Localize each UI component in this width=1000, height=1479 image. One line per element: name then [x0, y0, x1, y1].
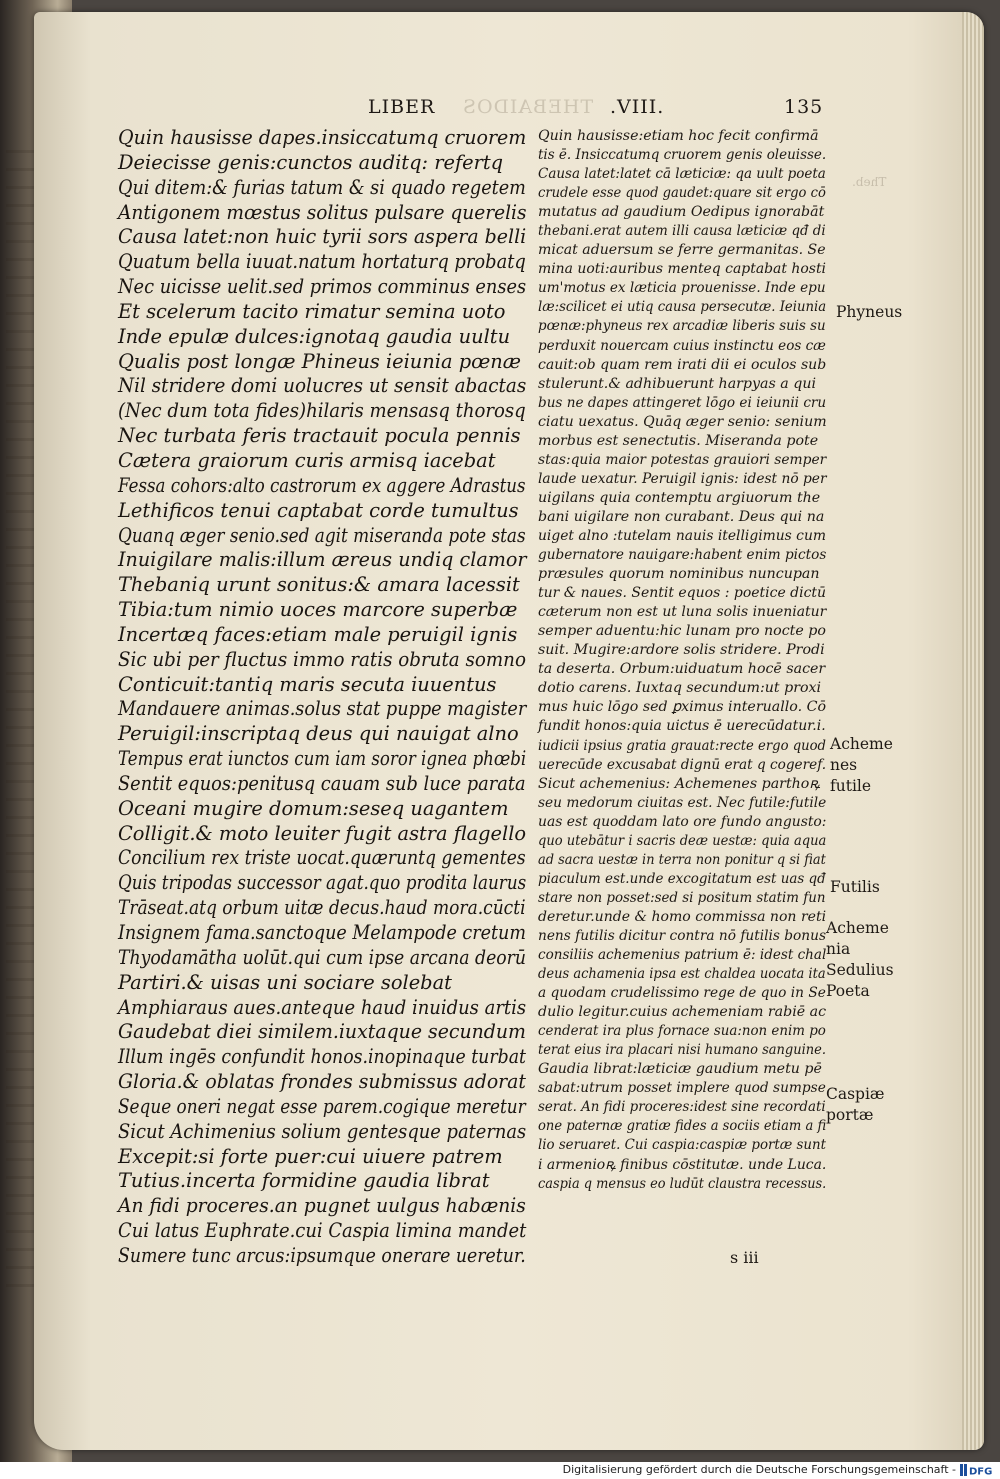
verse-line: Sicut Achimenius solium gentesque paternas: [118, 1119, 527, 1143]
verse-line: Partiri.& uisas uni sociare solebat: [118, 970, 452, 994]
verse-line: Inde epulæ dulces:ignotaq gaudia uultu: [118, 324, 511, 348]
commentary-line: mus huic lōgo sed ꝑximus interuallo. Cō: [538, 699, 826, 716]
commentary-line: suit. Mugire:ardore solis stridere. Prodi: [538, 642, 825, 659]
commentary-line: Sicut achemenius: Achemenes parthoꝶ: [538, 775, 821, 792]
commentary-line: lio seruaret. Cui caspia:caspiæ portæ sunt: [538, 1137, 826, 1154]
verse-line: Tibia:tum nimio uoces marcore superbæ: [118, 598, 518, 622]
commentary-line: micat aduersum se ferre germanitas. Se: [538, 242, 826, 259]
verse-line: Mandauere animas.solus stat puppe magister: [118, 697, 527, 721]
commentary-line: stas:quia maior potestas grauiori semper: [538, 451, 827, 468]
commentary-line: consiliis achemenius patrium ē: idest chal: [538, 947, 827, 964]
marginal-note-futile: futile: [830, 777, 872, 795]
verse-line: Quanq æger senio.sed agit miseranda pote stas: [118, 523, 526, 547]
commentary-line: seu medorum ciuitas est. Nec futile:futile: [538, 794, 827, 811]
commentary-line: serat. An fidi proceres:idest sine recordati: [538, 1099, 826, 1116]
commentary-line: uerecūde excusabat dignū erat q cogeref.: [538, 756, 827, 773]
page-fore-edge: [962, 12, 984, 1450]
commentary-line: um'motus ex læticia prouenisse. Inde epu: [538, 280, 826, 297]
commentary-line: Quin hausisse:etiam hoc fecit confirmā: [538, 128, 819, 144]
verse-line: Sic ubi per fluctus immo ratis obruta somno: [118, 647, 526, 671]
commentary-line: læ:scilicet ei utiq causa persecutæ. Ieiunia: [538, 299, 827, 316]
verse-line: (Nec dum tota fides)hilaris mensasq thorosq: [118, 399, 526, 423]
commentary-line: uiget alno :tutelam nauis itelligimus cum: [538, 527, 826, 544]
commentary-line: perduxit nouercam cuius instinctu eos cæ: [538, 337, 826, 354]
verse-line: Peruigil:inscriptaq deus qui nauigat alno: [118, 722, 519, 746]
commentary-line: piaculum est.unde excogitatum est uas qđ: [538, 870, 826, 887]
verse-line: An fidi proceres.an pugnet uulgus habænis: [118, 1194, 526, 1218]
book-number: .VIII.: [610, 96, 665, 118]
commentary-line: i armenioꝶ finibus cōstitutæ. unde Luca.: [538, 1156, 827, 1173]
verse-line: Qualis post longæ Phineus ieiunia pœnæ: [118, 349, 522, 373]
commentary-line: morbus est senectutis. Miseranda pote: [538, 432, 819, 449]
verse-line: Incertæq faces:etiam male peruigil ignis: [118, 622, 518, 646]
verse-line: Trāseat.atq orbum uitæ decus.haud mora.cūcti: [118, 896, 526, 920]
verse-line: Oceani mugire domum:seseq uagantem: [118, 796, 509, 820]
verse-line: Tempus erat iunctos cum iam soror ignea phœbi: [118, 747, 527, 771]
footer-credit: Digitalisierung gefördert durch die Deutsche Forschungsgemeinschaft -: [562, 1463, 956, 1476]
verse-line: Nec turbata feris tractauit pocula pennis: [118, 424, 521, 448]
verse-line: Inuigilare malis:illum æreus undiq clamor: [118, 548, 527, 572]
verse-line: Thyodamātha uolūt.qui cum ipse arcana deorū: [118, 945, 526, 969]
verse-line: Concilium rex triste uocat.quæruntq gementes: [118, 846, 526, 870]
marginal-note-futilis: Futilis: [830, 878, 880, 896]
verse-line: Tutius.incerta formidine gaudia librat: [118, 1169, 490, 1193]
commentary-line: quo utebātur i sacris deæ uestæ: quia aqua: [538, 832, 827, 849]
verse-line: Colligit.& moto leuiter fugit astra flagello: [118, 821, 527, 845]
verse-line: Quatum bella iuuat.natum hortaturq probatq: [118, 250, 526, 274]
commentary-line: cenderat ira plus fornace sua:non enim po: [538, 1023, 826, 1040]
commentary-line: Gaudia librat:læticiæ gaudium metu pē: [538, 1061, 822, 1078]
verse-line: Gaudebat diei similem.iuxtaque secundum: [118, 1020, 526, 1044]
commentary-line: fundit honos:quia uictus ē uerecūdatur.i.: [538, 718, 826, 735]
commentary-line: laude uexatur. Peruigil ignis: idest nō per: [538, 470, 827, 487]
verse-column: [118, 126, 528, 1269]
commentary-line: iudicii ipsius gratia grauat:recte ergo quod: [538, 737, 827, 754]
commentary-line: mina uoti:auribus menteq captabat hosti: [538, 261, 827, 278]
commentary-line: Causa latet:latet cā læticiæ: qa uult poeta: [538, 166, 826, 183]
verse-line: Conticuit:tantiq maris secuta iuuentus: [118, 672, 497, 696]
verse-line: Fessa cohors:alto castrorum ex aggere Adrastus: [118, 473, 526, 497]
marginal-note-nia: nia: [826, 940, 851, 958]
verse-line: Nec uicisse uelit.sed primos comminus enses: [118, 275, 527, 299]
commentary-line: stare non posset:sed si positum statim fun: [538, 889, 826, 906]
verse-line: Antigonem mœstus solitus pulsare querelis: [118, 200, 527, 224]
commentary-line: bus ne dapes attingeret lōgo ei ieiunii cru: [538, 394, 827, 411]
verse-line: Excepit:si forte puer:cui uiuere patrem: [118, 1144, 503, 1168]
verse-line: Qui ditem:& furias tatum & si quado regetem: [118, 175, 526, 199]
commentary-line: one paternæ gratiæ fides a sociis etiam a fi: [538, 1118, 827, 1135]
commentary-line: semper aduentu:hic lunam pro nocte po: [538, 623, 826, 640]
folio-number: 135: [784, 96, 824, 118]
commentary-column: [538, 127, 828, 1194]
commentary-line: pœnæ:phyneus rex arcadiæ liberis suis su: [538, 318, 826, 335]
marginal-note-acheme-2: Acheme: [826, 919, 889, 937]
verse-line: Lethificos tenui captabat corde tumultus: [118, 498, 519, 522]
commentary-line: gubernatore nauigare:habent enim pictos: [538, 547, 827, 564]
commentary-line: bani uigilare non curabant. Deus qui na: [538, 508, 825, 525]
commentary-line: a quodam crudelissimo rege de quo in Se: [538, 985, 826, 1002]
commentary-line: deus achamenia ipsa est chaldea uocata ita: [538, 966, 826, 983]
verse-line: Insignem fama.sanctoque Melampode cretum: [118, 921, 527, 944]
commentary-line: sabat:utrum posset implere quod sumpse: [538, 1080, 826, 1097]
verse-line: Cui latus Euphrate.cui Caspia limina mandet: [118, 1219, 527, 1243]
commentary-line: nens futilis dicitur contra nō futilis bonus: [538, 927, 826, 944]
marginal-note-phyneus: Phyneus: [836, 303, 903, 321]
commentary-line: dotio carens. Iuxtaq secundum:ut proxi: [538, 680, 822, 697]
commentary-line: dulio legitur.cuius achemeniam rabiē ac: [538, 1004, 827, 1021]
verse-line: Nil stridere domi uolucres ut sensit abactas: [118, 374, 527, 398]
commentary-line: deretur.unde & homo commissa non reti: [538, 908, 827, 925]
verse-line: Et scelerum tacito rimatur semina uoto: [118, 299, 506, 323]
dfg-logo-icon: [960, 1463, 996, 1477]
verse-line: Cætera graiorum curis armisq iacebat: [118, 448, 496, 472]
verse-line: Illum ingēs confundit honos.inopinaque turbat: [118, 1045, 526, 1069]
verse-line: Thebaniq urunt sonitus:& amara lacessit: [118, 573, 520, 597]
commentary-line: tur & naues. Sentit equos : poetice dictū: [538, 585, 827, 602]
commentary-line: præsules quorum nominibus nuncupan: [538, 566, 820, 583]
verse-line: Amphiaraus aues.anteque haud inuidus artis: [118, 995, 527, 1019]
commentary-line: uigilans quia contemptu argiuorum the: [538, 489, 821, 506]
commentary-line: mutatus ad gaudium Oedipus ignorabāt: [538, 204, 825, 221]
verse-line: Seque oneri negat esse parem.cogique meretur: [118, 1094, 526, 1118]
commentary-line: cæterum non est ut luna solis inueniatur: [538, 604, 827, 621]
marginal-note-nes: nes: [830, 756, 858, 774]
verse-line: Quis tripodas successor agat.quo prodita laurus: [118, 871, 527, 895]
commentary-line: cauit:ob quam rem irati dii ei oculos sub: [538, 356, 827, 373]
commentary-line: caspia q mensus eo ludūt claustra recessus.: [538, 1175, 827, 1192]
bleed-through-note: Theb.: [852, 175, 887, 189]
verse-line: Causa latet:non huic tyrii sors aspera belli: [118, 225, 527, 249]
commentary-line: crudele esse quod gaudet:quare sit ergo cō: [538, 185, 826, 202]
verse-line: Sumere tunc arcus:ipsumque onerare ueretur.: [118, 1243, 526, 1267]
marginal-note-portae: portæ: [826, 1106, 874, 1124]
marginal-note-acheme: Acheme: [830, 735, 893, 753]
dfg-logo-text: DFG: [969, 1466, 993, 1477]
commentary-line: terat eius ira placari nisi humano sanguine.: [538, 1042, 827, 1059]
verse-line: Gloria.& oblatas frondes submissus adorat: [118, 1070, 526, 1094]
marginal-note-caspiae: Caspiæ: [826, 1085, 885, 1103]
marginal-note-sedulius: Sedulius: [826, 961, 894, 979]
commentary-line: ta deserta. Orbum:uiduatum hocē sacer: [538, 661, 826, 678]
commentary-line: thebani.erat autem illi causa læticiæ qđ di: [538, 223, 826, 240]
signature-mark: s iii: [730, 1248, 759, 1267]
verse-line: Deiecisse genis:cunctos auditq: refertq: [118, 150, 504, 174]
commentary-line: uas est quoddam lato ore fundo angusto:: [538, 813, 827, 830]
commentary-line: ciatu uexatus. Quāq æger senio: senium: [538, 413, 827, 430]
commentary-line: stulerunt.& adhibuerunt harpyas a qui: [538, 375, 817, 392]
verse-line: Quin hausisse dapes.insiccatumq cruorem: [118, 126, 527, 149]
verse-line: Sentit equos:penitusq cauam sub luce parata: [118, 771, 526, 795]
running-head-liber: LIBER: [368, 96, 436, 118]
mirrored-running-head: THEBAIDOS: [462, 96, 594, 118]
commentary-line: tis ē. Insiccatumq cruorem genis oleuisse.: [538, 147, 827, 164]
marginal-note-poeta: Poeta: [826, 982, 870, 1000]
digitization-footer: [0, 1462, 1000, 1479]
commentary-line: ad sacra uestæ in terra non ponitur q si fiat: [538, 851, 826, 868]
